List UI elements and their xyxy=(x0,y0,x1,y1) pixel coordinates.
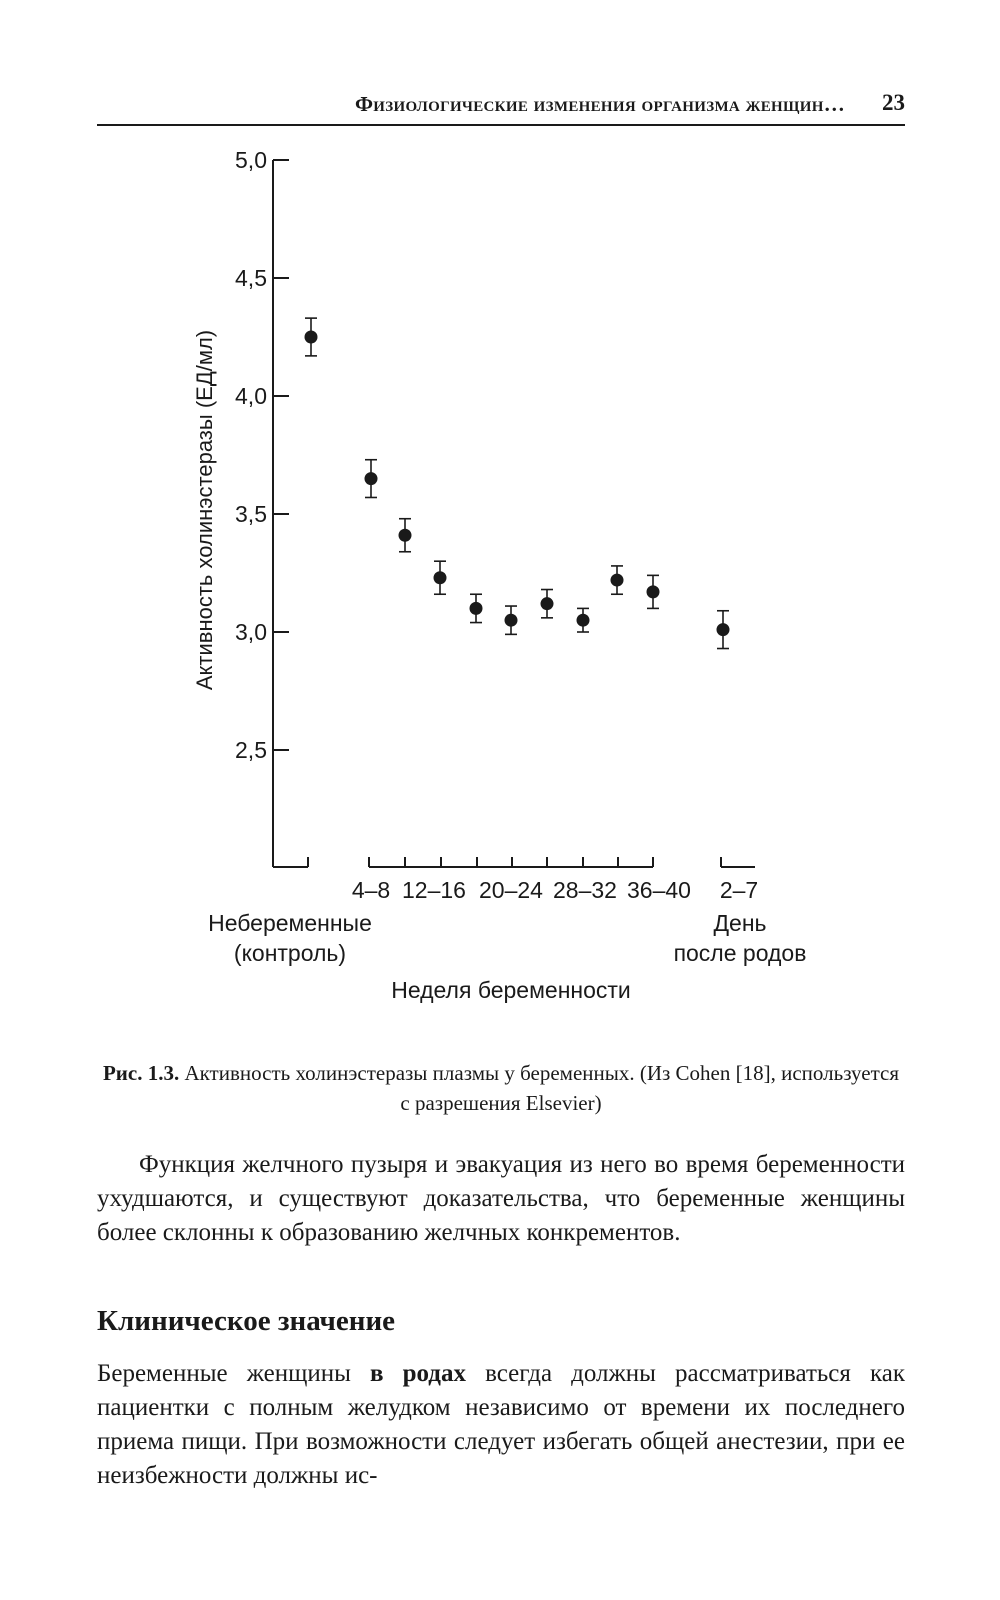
paragraph-text: всегда должны рассматриваться как пациентки с полным желудком независимо от времени их последнего приема пищи. При возможности следует избегать общей анестезии, при ее неизбежности должны ис- xyxy=(97,1360,905,1489)
data-point xyxy=(577,614,590,627)
y-tick-label: 3,0 xyxy=(235,619,267,645)
page-number: 23 xyxy=(882,90,905,115)
figure-caption xyxy=(97,1058,905,1118)
paragraph-bold-text: в родах xyxy=(370,1360,466,1387)
data-point xyxy=(717,623,730,636)
data-point xyxy=(470,602,483,615)
x-tick-label: 12–16 xyxy=(402,877,466,903)
x-tick-label: 4–8 xyxy=(351,877,391,903)
y-tick-label: 2,5 xyxy=(235,737,267,763)
data-point xyxy=(505,614,518,627)
y-tick-label: 5,0 xyxy=(235,147,267,173)
figure-caption-text: Активность холинэстеразы плазмы у беременных. (Из Cohen [18], используется с разрешения Elsevier) xyxy=(184,1061,900,1115)
y-tick-label: 3,5 xyxy=(235,501,267,527)
y-tick-label: 4,5 xyxy=(235,265,267,291)
data-point xyxy=(399,529,412,542)
body-paragraph: Функция желчного пузыря и эвакуация из него во время беременности ухудшаются, и существуют доказательства, что беременные женщины более склонны к образованию желчных конкрементов. xyxy=(97,1151,905,1246)
x-tick-label: 36–40 xyxy=(627,877,691,903)
x-axis-groups xyxy=(273,857,755,867)
body-paragraph xyxy=(97,1357,905,1493)
data-point xyxy=(305,331,318,344)
figure-caption-label: Рис. 1.3. xyxy=(102,1061,180,1085)
postpartum-group-label: День xyxy=(713,910,767,936)
x-axis-label: Неделя беременности xyxy=(391,977,631,1003)
data-point xyxy=(541,597,554,610)
section-heading: Клиническое значение xyxy=(97,1305,396,1337)
postpartum-group-label: после родов xyxy=(673,940,807,966)
x-tick-label: 28–32 xyxy=(553,877,617,903)
running-header xyxy=(97,88,905,126)
data-points xyxy=(305,318,730,648)
x-tick-label: 2–7 xyxy=(719,877,759,903)
data-point xyxy=(647,585,660,598)
control-group-label: Небеременные xyxy=(208,910,372,936)
data-point xyxy=(434,571,447,584)
y-axis-ticks xyxy=(235,147,289,763)
paragraph-text: Беременные женщины xyxy=(97,1360,371,1387)
data-point xyxy=(365,472,378,485)
running-header-title: Физиологические изменения организма женщин… xyxy=(354,92,845,116)
cholinesterase-chart xyxy=(0,135,1000,1035)
control-group-label: (контроль) xyxy=(233,940,347,966)
y-axis-label: Активность холинэстеразы (ЕД/мл) xyxy=(192,329,217,691)
data-point xyxy=(611,574,624,587)
y-tick-label: 4,0 xyxy=(235,383,267,409)
x-tick-label: 20–24 xyxy=(479,877,543,903)
